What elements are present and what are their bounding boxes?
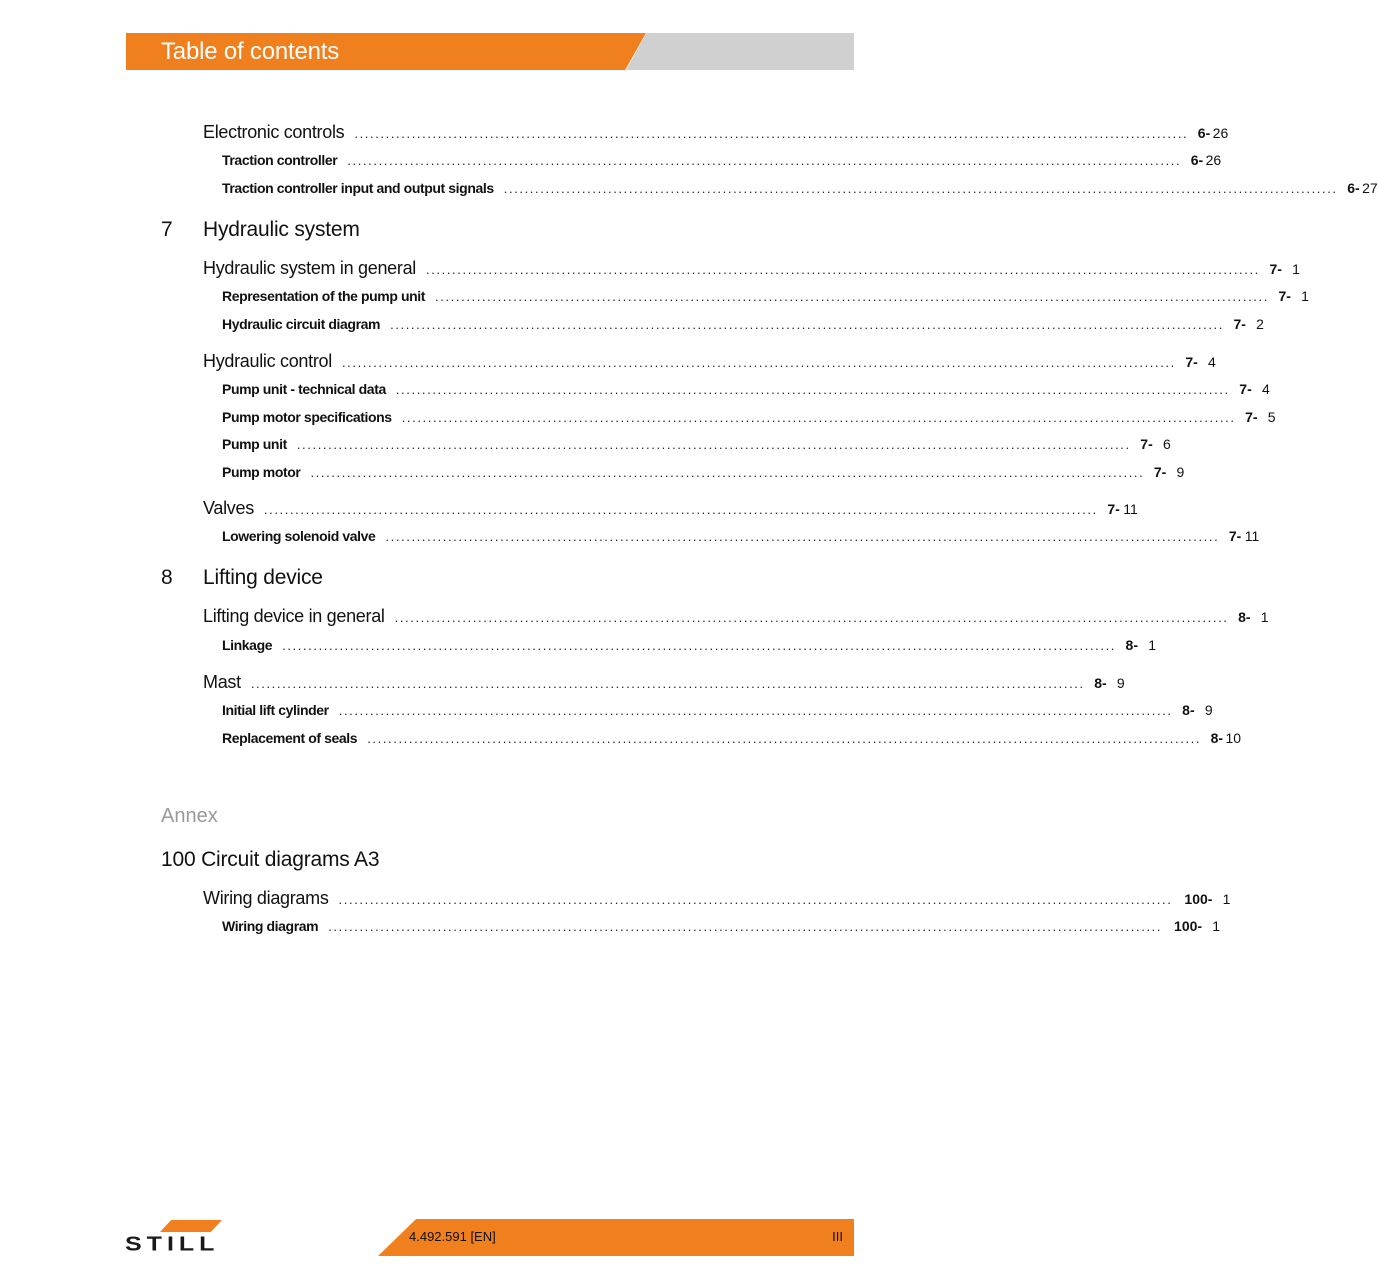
header-grey-bar [626,33,854,70]
chapter-ref: 7- [1228,528,1242,544]
toc-subentry-hydraulic-circuit-diagram[interactable] [222,316,1264,332]
page-number: 1 [1292,261,1300,277]
toc-entry-valves[interactable] [203,498,1138,519]
leader-dots: ................................................................................................................................................................ [426,262,1260,277]
chapter-number: 7 [161,218,173,241]
toc-entry-wiring-diagrams[interactable] [203,888,1231,909]
toc-entry-title: Pump unit - technical data [222,381,386,397]
toc-entry-electronic-controls[interactable] [203,122,1229,143]
toc-entry-title: Linkage [222,637,273,653]
still-logo: STILL [125,1233,220,1256]
page-number: 5 [1267,409,1276,425]
chapter-ref: 100- [1184,891,1213,907]
toc-entry-title: Lifting device in general [203,606,385,626]
chapter-ref: 7- [1140,436,1153,452]
chapter-ref: 7- [1278,288,1291,304]
toc-entry-title: Representation of the pump unit [222,288,426,304]
toc-entry-title: Mast [203,672,241,692]
chapter-ref: 6- [1190,152,1204,168]
chapter-ref: 7- [1239,381,1252,397]
toc-entry-title: Lowering solenoid valve [222,528,376,544]
page-number: 1 [1212,918,1221,934]
page-number: 11 [1123,501,1138,517]
leader-dots: ................................................................................................................................................................ [263,502,1098,517]
page-number-footer: III [832,1229,843,1244]
chapter-ref: 8- [1182,702,1195,718]
toc-entry-title: Hydraulic circuit diagram [222,316,381,332]
page-number: 9 [1204,702,1213,718]
toc-entry-title: Wiring diagrams [203,888,329,908]
leader-dots: ................................................................................................................................................................ [296,437,1131,452]
chapter-ref: 8- [1238,609,1251,625]
document-number: 4.492.591 [EN] [409,1229,496,1244]
leader-dots: ................................................................................................................................................................ [395,382,1230,397]
chapter-ref: 7- [1245,409,1258,425]
toc-entry-title: Electronic controls [203,122,345,142]
chapter-ref: 6- [1197,125,1211,141]
leader-dots: ................................................................................................................................................................ [282,638,1116,653]
toc-entry-title: Hydraulic control [203,351,332,371]
toc-subentry-replacement-of-seals[interactable] [222,730,1242,746]
chapter-ref: 7- [1269,261,1282,277]
page-number: 1 [1148,637,1156,653]
leader-dots: ................................................................................................................................................................ [328,919,1163,934]
page-number: 1 [1301,288,1309,304]
toc-entry-title: Hydraulic system in general [203,258,416,278]
chapter-heading-100[interactable]: 100 Circuit diagrams A3 [161,848,380,871]
toc-entry-title: Pump motor [222,464,301,480]
toc-subentry-pump-unit-technical-data[interactable] [222,381,1270,397]
toc-subentry-wiring-diagram[interactable] [222,918,1221,934]
page-number: 26 [1212,125,1229,141]
chapter-ref: 7- [1107,501,1120,517]
toc-subentry-pump-motor-specifications[interactable] [222,409,1276,425]
chapter-ref: 7- [1233,316,1246,332]
chapter-number: 8 [161,566,173,589]
leader-dots: ................................................................................................................................................................ [367,731,1202,746]
chapter-ref: 8- [1125,637,1138,653]
toc-entry-lifting-device-general[interactable] [203,606,1269,627]
leader-dots: ................................................................................................................................................................ [385,529,1220,544]
still-logo-stripe [160,1220,222,1232]
toc-subentry-pump-unit-representation[interactable] [222,288,1309,304]
page-number: 4 [1261,381,1270,397]
leader-dots: ................................................................................................................................................................ [338,892,1173,907]
chapter-ref: 8- [1210,730,1224,746]
leader-dots: ................................................................................................................................................................ [250,676,1085,691]
page-title: Table of contents [161,38,340,65]
toc-entry-title: Replacement of seals [222,730,358,746]
toc-entry-title: Traction controller [222,152,338,168]
toc-subentry-initial-lift-cylinder[interactable] [222,702,1213,718]
toc-entry-hydraulic-control[interactable] [203,351,1216,372]
toc-entry-title: Traction controller input and output signals [222,180,494,196]
toc-subentry-pump-unit[interactable] [222,436,1171,452]
page-number: 26 [1205,152,1222,168]
chapter-ref: 7- [1153,464,1167,480]
leader-dots: ................................................................................................................................................................ [390,317,1224,332]
leader-dots: ................................................................................................................................................................ [401,410,1236,425]
toc-entry-mast[interactable] [203,672,1125,693]
leader-dots: ................................................................................................................................................................ [341,355,1176,370]
page-number: 6 [1162,436,1171,452]
page-number: 1 [1260,609,1269,625]
toc-entry-title: Initial lift cylinder [222,702,329,718]
page-number: 10 [1225,730,1242,746]
page-number: 1 [1222,891,1231,907]
leader-dots: ................................................................................................................................................................ [354,126,1189,141]
annex-heading: Annex [161,805,218,827]
leader-dots: ................................................................................................................................................................ [394,610,1229,625]
toc-entry-title: Wiring diagram [222,918,319,934]
page-number: 9 [1116,675,1125,691]
page-number: 4 [1208,354,1216,370]
chapter-ref: 8- [1094,675,1107,691]
leader-dots: ................................................................................................................................................................ [310,465,1145,480]
chapter-title: Lifting device [203,566,323,589]
toc-subentry-pump-motor[interactable] [222,464,1185,480]
chapter-ref: 7- [1185,354,1198,370]
leader-dots: ................................................................................................................................................................ [347,153,1182,168]
chapter-ref: 100- [1174,918,1203,934]
toc-subentry-lowering-solenoid-valve[interactable] [222,528,1260,544]
page-number: 9 [1176,464,1185,480]
chapter-ref: 6- [1347,180,1360,196]
leader-dots: ................................................................................................................................................................ [338,703,1173,718]
toc-subentry-traction-controller-signals[interactable] [222,180,1378,196]
leader-dots: ................................................................................................................................................................ [435,289,1269,304]
toc-subentry-traction-controller[interactable] [222,152,1222,168]
toc-entry-title: Pump motor specifications [222,409,392,425]
toc-entry-title: Pump unit [222,436,287,452]
page-number: 27 [1362,180,1378,196]
toc-subentry-linkage[interactable] [222,637,1156,653]
page-number: 2 [1256,316,1264,332]
page-number: 11 [1244,528,1260,544]
toc-entry-title: Valves [203,498,254,518]
leader-dots: ................................................................................................................................................................ [503,181,1338,196]
chapter-title: Hydraulic system [203,218,360,241]
toc-entry-hydraulic-system-general[interactable] [203,258,1300,279]
